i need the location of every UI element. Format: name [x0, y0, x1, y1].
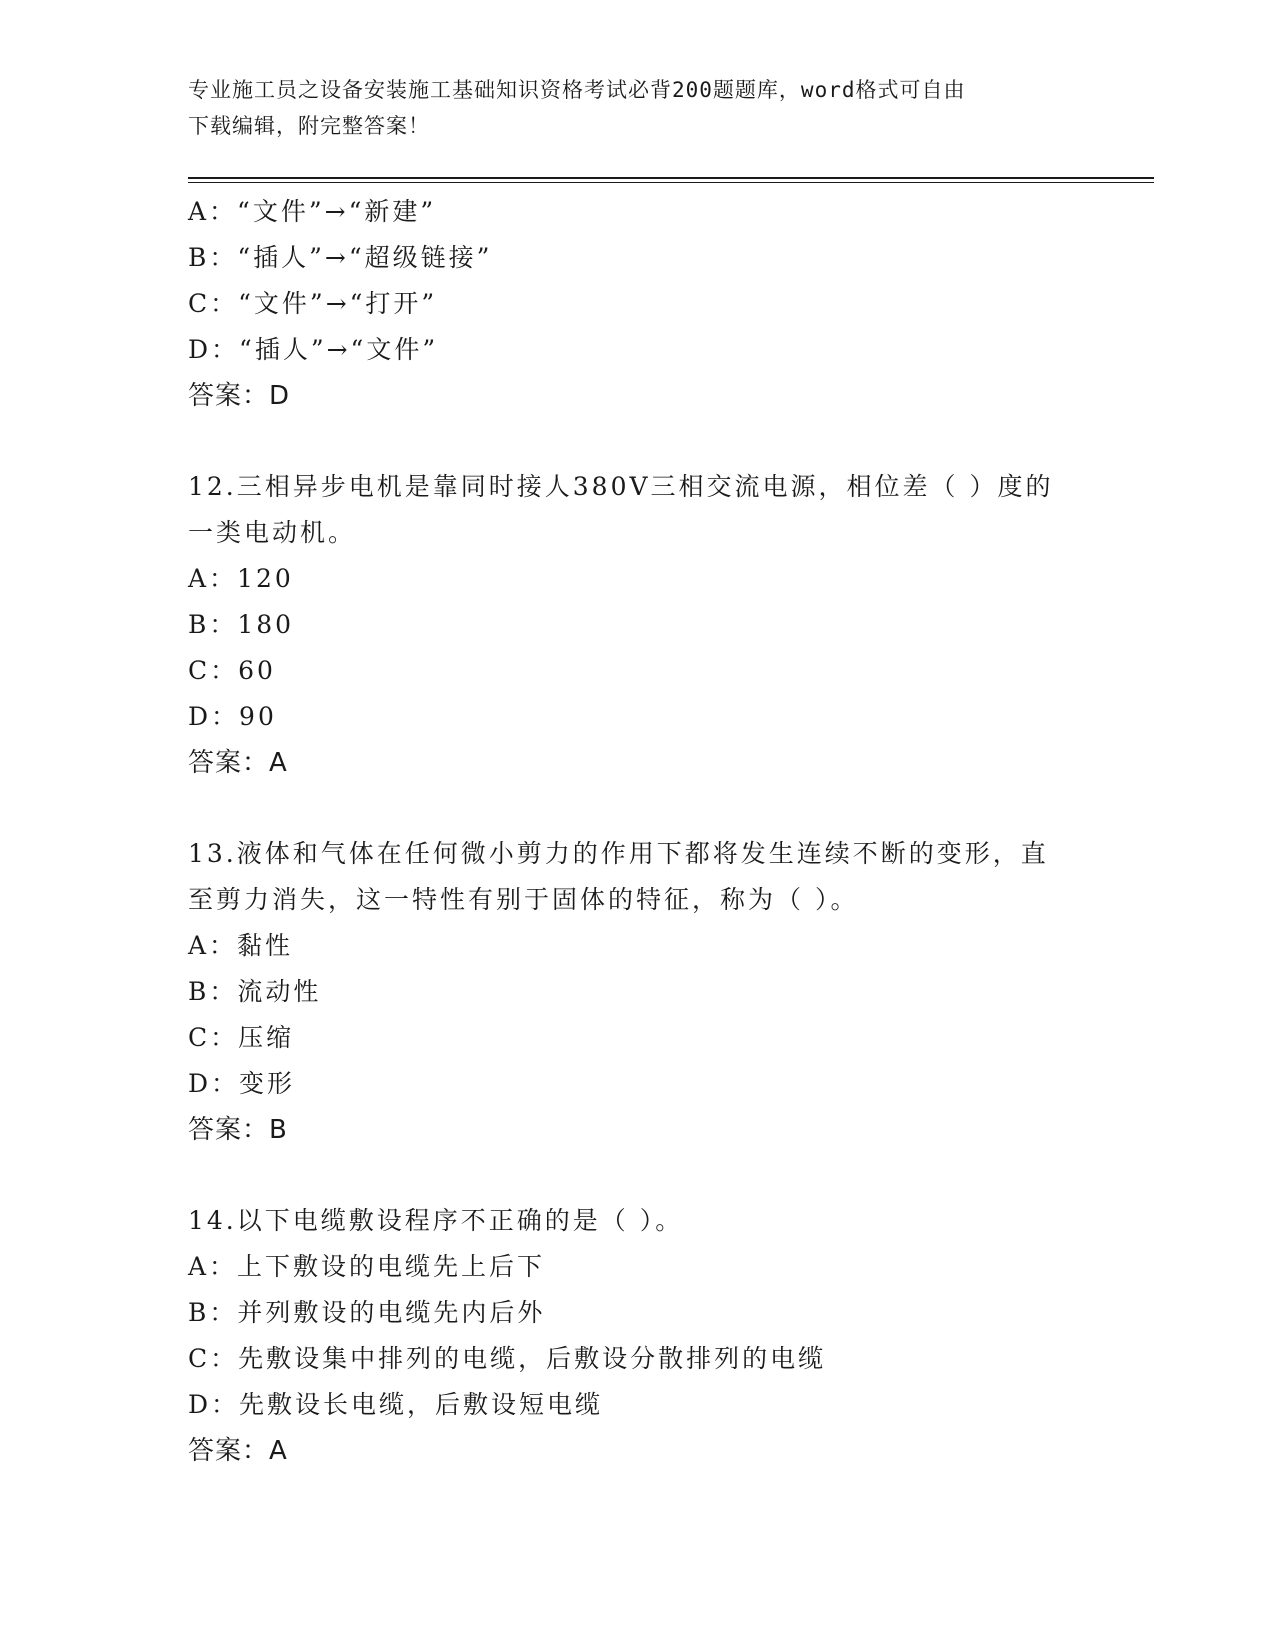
option-d: D：“插人”→“文件” [188, 335, 439, 364]
spacer [188, 1153, 1088, 1198]
header-line-2: 下载编辑，附完整答案！ [188, 114, 430, 138]
question-stem-line-2: 一类电动机。 [188, 518, 357, 547]
question-stem-line-2: 至剪力消失，这一特性有别于固体的特征，称为（ ）。 [188, 885, 859, 914]
header-rule-top [188, 177, 1154, 179]
spacer [188, 786, 1088, 831]
option-a: A：“文件”→“新建” [188, 197, 437, 226]
document-header [188, 72, 1068, 144]
header-line-1: 专业施工员之设备安装施工基础知识资格考试必背200题题库，word格式可自由 [188, 78, 966, 102]
question-stem-line-1: 12.三相异步电机是靠同时接人380V三相交流电源，相位差（ ）度的 [188, 472, 1054, 501]
option-b: B：并列敷设的电缆先内后外 [188, 1298, 546, 1327]
answer-line: 答案：A [188, 748, 288, 778]
option-a: A：上下敷设的电缆先上后下 [188, 1252, 546, 1281]
option-b: B：流动性 [188, 977, 322, 1006]
option-b: B：“插人”→“超级链接” [188, 243, 493, 272]
question-11 [188, 189, 1088, 419]
option-c: C：60 [188, 656, 276, 685]
answer-line: 答案：D [188, 381, 291, 411]
option-b: B：180 [188, 610, 295, 639]
question-stem-line-1: 13.液体和气体在任何微小剪力的作用下都将发生连续不断的变形，直 [188, 839, 1049, 868]
option-d: D：变形 [188, 1069, 296, 1098]
option-a: A：黏性 [188, 931, 294, 960]
answer-line: 答案：A [188, 1436, 288, 1466]
question-13 [188, 831, 1088, 1153]
answer-line: 答案：B [188, 1115, 288, 1145]
spacer [188, 419, 1088, 464]
question-list [188, 189, 1088, 1474]
option-d: D：先敷设长电缆，后敷设短电缆 [188, 1390, 604, 1419]
option-c: C：先敷设集中排列的电缆，后敷设分散排列的电缆 [188, 1344, 827, 1373]
option-c: C：压缩 [188, 1023, 295, 1052]
question-14 [188, 1198, 1088, 1474]
option-c: C：“文件”→“打开” [188, 289, 438, 318]
option-d: D：90 [188, 702, 277, 731]
question-stem-line-1: 14.以下电缆敷设程序不正确的是（ ）。 [188, 1206, 684, 1235]
option-a: A：120 [188, 564, 294, 593]
header-rule-bottom [188, 182, 1154, 183]
question-12 [188, 464, 1088, 786]
